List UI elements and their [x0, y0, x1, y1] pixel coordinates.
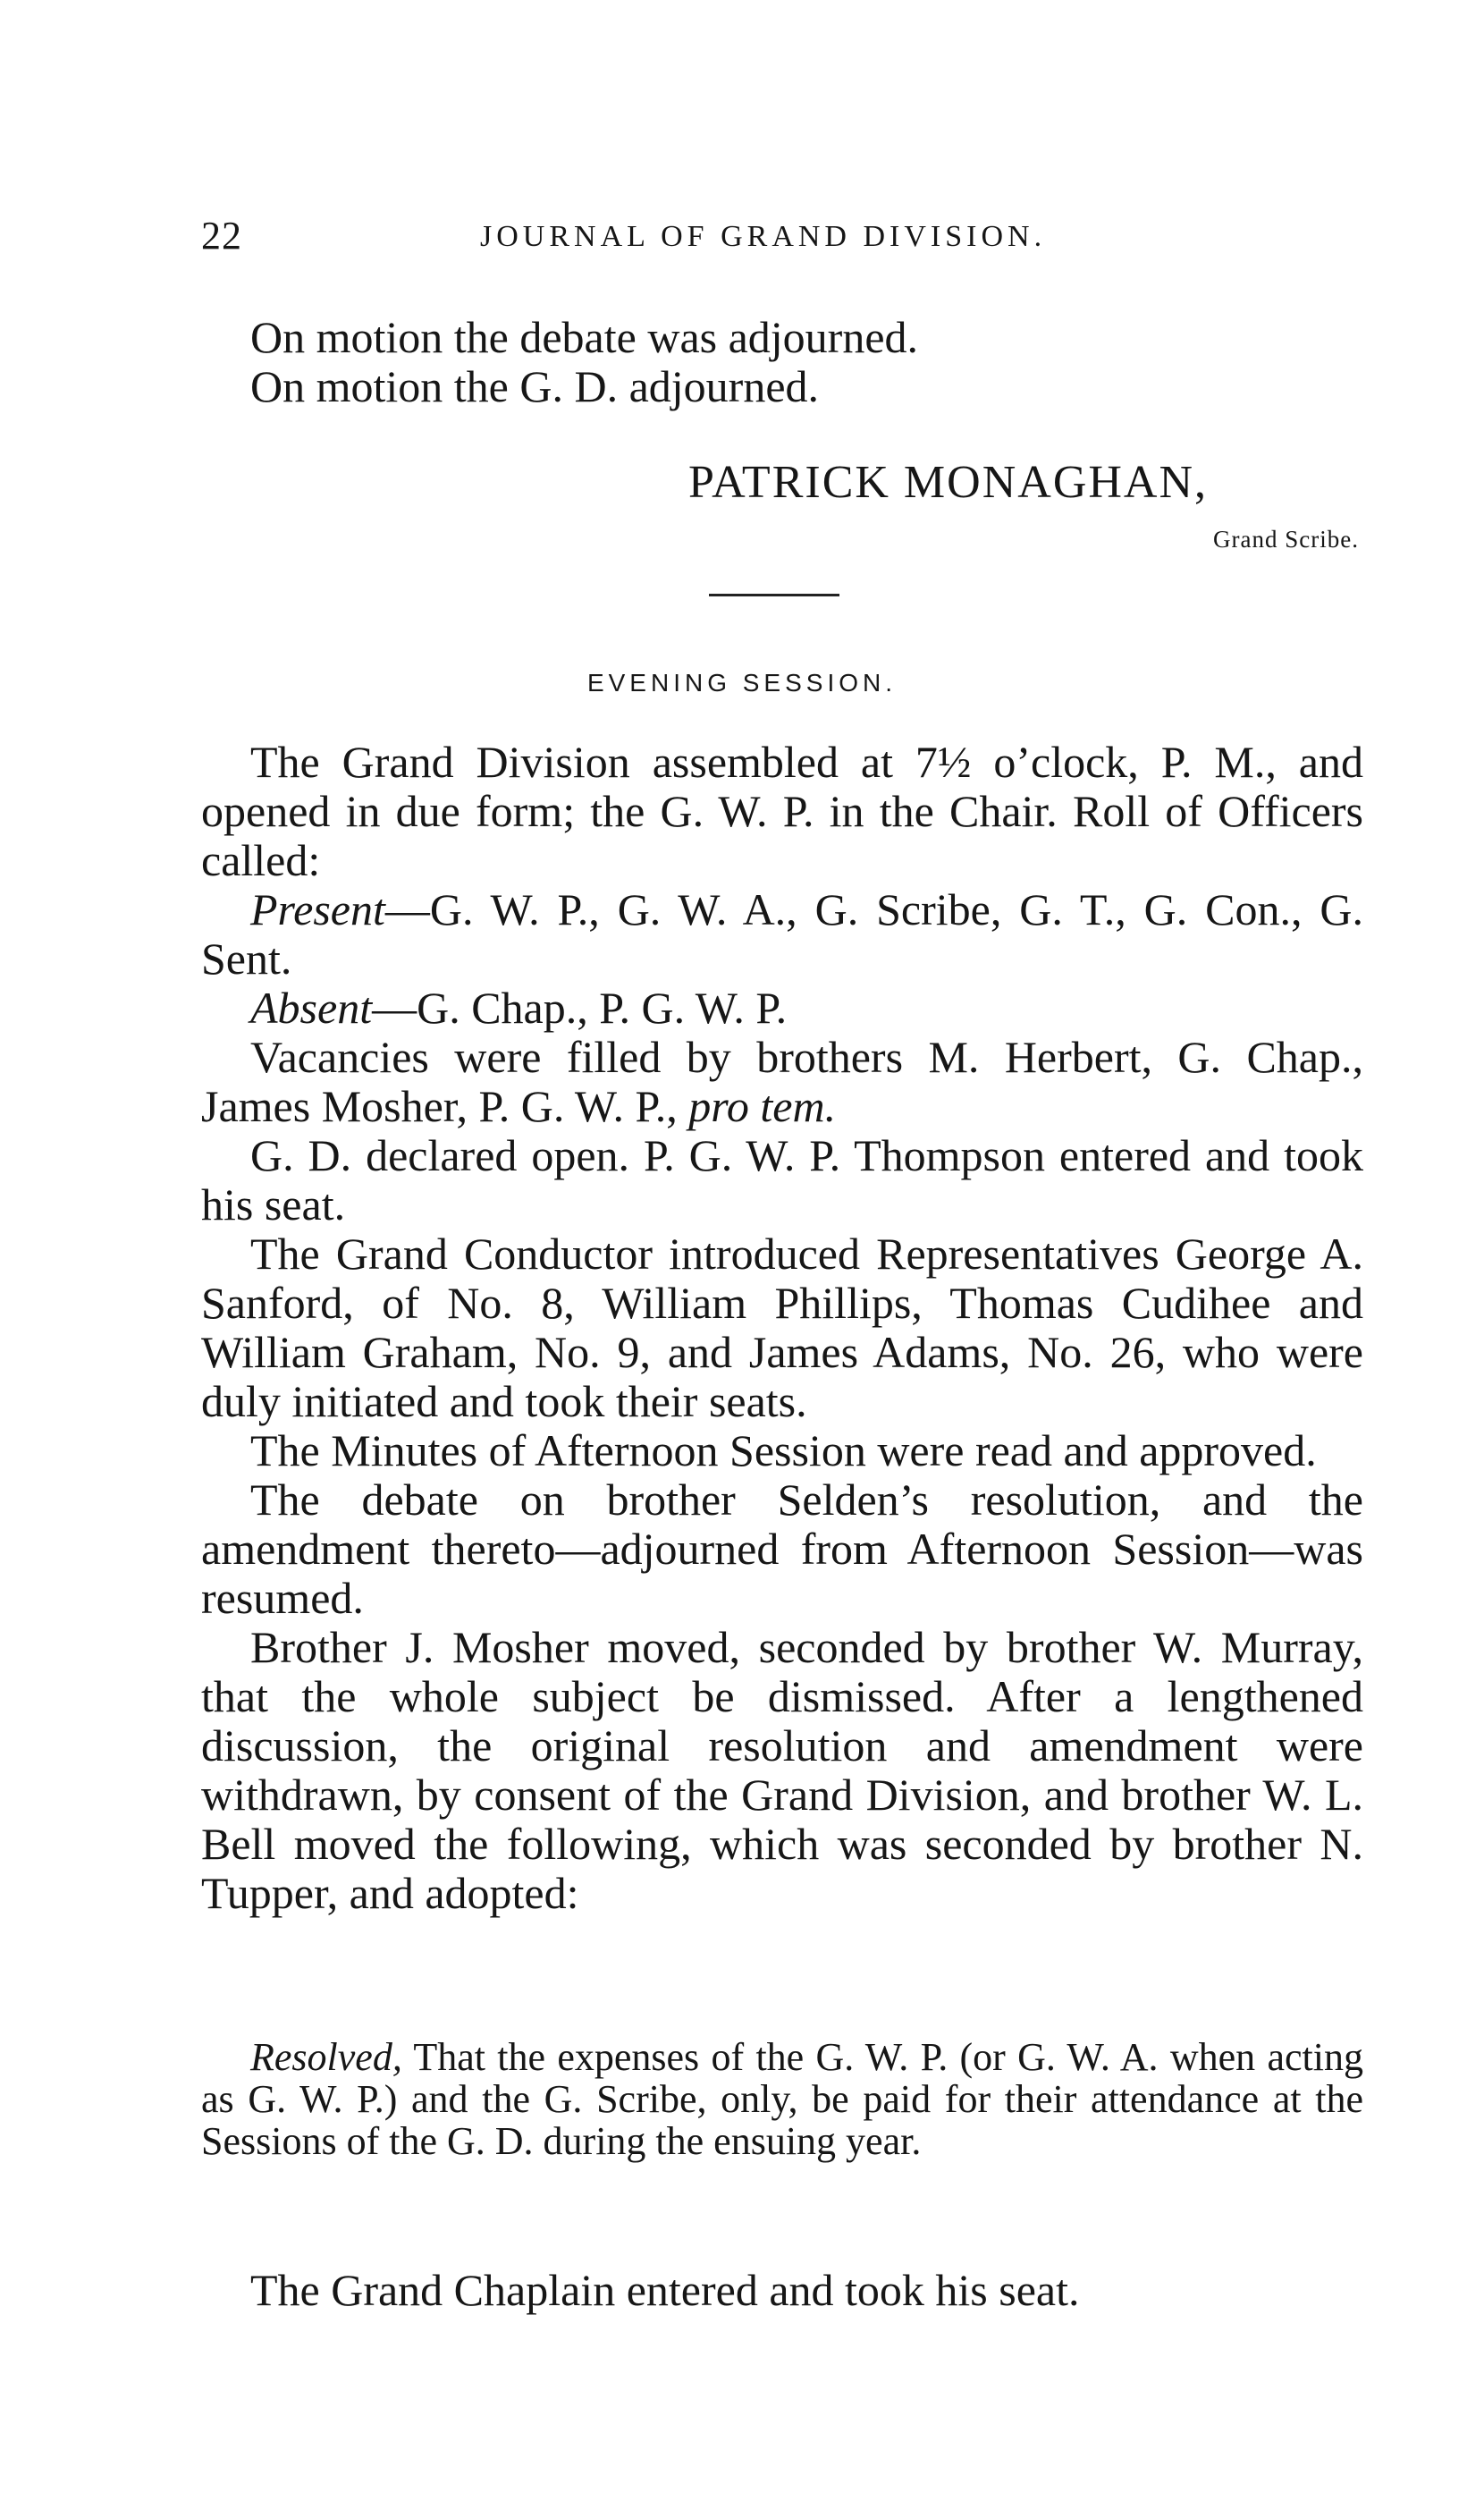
- resolution-label: Resolved,: [250, 2035, 402, 2079]
- absent-paragraph: [201, 984, 1363, 1033]
- page-header: [201, 213, 1363, 275]
- assembly-paragraph: The Grand Division assembled at 7½ o’clock, P. M., and opened in due form; the G. W. P. in the Chair. Roll of Officers called:: [201, 737, 1363, 885]
- open-paragraph: G. D. declared open. P. G. W. P. Thompson entered and took his seat.: [201, 1130, 1363, 1229]
- vacancies-text: Vacancies were filled by brothers M. Herbert, G. Chap., James Mosher, P. G. W. P.,: [201, 1032, 1363, 1131]
- conductor-paragraph: The Grand Conductor introduced Representatives George A. Sanford, of No. 8, William Phillips, Thomas Cudihee and William Graham, No. 9, and James Adams, No. 26, who were duly initiated and took their seats.: [201, 1229, 1363, 1426]
- present-paragraph: [201, 885, 1363, 984]
- signature-title: Grand Scribe.: [1213, 526, 1359, 553]
- adjournment-line-debate: On motion the debate was adjourned.: [250, 312, 919, 362]
- pro-tem-text: pro tem.: [688, 1081, 837, 1131]
- resolution-paragraph: [201, 2036, 1363, 2162]
- debate-paragraph: The debate on brother Selden’s resolution, and the amendment thereto—adjourned from Afternoon Session—was resumed.: [201, 1474, 1363, 1623]
- minutes-paragraph: The Minutes of Afternoon Session were read and approved.: [250, 1425, 1317, 1475]
- section-divider: [709, 594, 839, 596]
- section-heading: EVENING SESSION.: [586, 669, 898, 697]
- vacancies-paragraph: [201, 1033, 1363, 1131]
- signature-name: PATRICK MONAGHAN,: [688, 457, 1209, 508]
- chaplain-line: The Grand Chaplain entered and took his seat.: [250, 2265, 1080, 2315]
- resolution-text: That the expenses of the G. W. P. (or G. W. A. when acting as G. W. P.) and the G. Scribe, only, be paid for their attendance at the Sessions of the G. D. during the ensuing year.: [201, 2035, 1363, 2163]
- mosher-paragraph: Brother J. Mosher moved, seconded by brother W. Murray, that the whole subject be dismissed. After a lengthened discussion, the original resolution and amendment were withdrawn, by consent of the Grand Division, and brother W. L. Bell moved the following, which was seconded by brother N. Tupper, and adopted:: [201, 1622, 1363, 1918]
- absent-label: Absent: [250, 983, 373, 1033]
- resolution: [201, 2036, 1363, 2162]
- evening-session-text: [201, 738, 1363, 1918]
- adjournment-lines: [201, 313, 1363, 411]
- present-label: Present: [250, 884, 385, 934]
- running-head: JOURNAL OF GRAND DIVISION.: [480, 220, 1047, 253]
- adjournment-line-division: On motion the G. D. adjourned.: [250, 361, 820, 411]
- page-number: 22: [201, 214, 242, 258]
- present-text: —G. W. P., G. W. A., G. Scribe, G. T., G. Con., G. Sent.: [201, 884, 1363, 984]
- absent-text: —G. Chap., P. G. W. P.: [372, 983, 788, 1033]
